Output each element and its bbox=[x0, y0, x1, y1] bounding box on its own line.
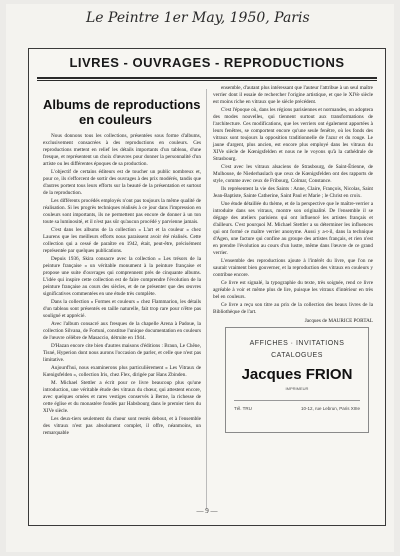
left-column bbox=[43, 97, 201, 517]
right-column bbox=[213, 85, 373, 324]
article-title-line2: en couleurs bbox=[79, 112, 152, 127]
paragraph: C'est l'époque où, dans les régions parisiennes et normandes, on adoptera des modes nouvelles, qui tiennent surtout aux transformations de l'architecture. Ces modifications, que les verriers ont également apportées à leurs fenêtres, se comportent encore qu'une seule fenêtre, où les fonds des vitraux sont toujours la opposition traditionnelle de l'azur et du rouge. Le jaune d'argent, plus ancien, est encore plus employé dans les vitraux du XIVe siècle de Kœnigsfelden et nous ne le voyons qu'à la cathédrale de Strasbourg. bbox=[213, 107, 373, 162]
ad-printer-role: IMPRIMEUR bbox=[285, 386, 309, 391]
page-number: — 9 — bbox=[196, 507, 218, 515]
scanned-page bbox=[6, 4, 394, 552]
ad-line-1: AFFICHES · INVITATIONS bbox=[249, 340, 345, 347]
ad-rule bbox=[234, 400, 360, 401]
paragraph: Ce livre a reçu son titre au prix de la collection des beaux livres de la Bibliothèque de l'art. bbox=[213, 302, 373, 315]
paragraph: Nous donnons tous les collections, présentées sous forme d'albums, exclusivement consacrées à des reproductions en couleurs. Ces reproductions mettent en relief les détails importants d'un tableau, d'une fresque, et représentent un choix d'œuvres pour donner la personnalité d'un artiste ou les différentes époques de sa production. bbox=[43, 133, 201, 167]
article-title bbox=[43, 97, 201, 127]
paragraph: Les deux-tiers seulement du chœur sont restés debout, et à l'ensemble des vitraux n'est pas absolument complet, il offre, néanmoins, un remarquable bbox=[43, 416, 201, 436]
ad-line-2: CATALOGUES bbox=[271, 352, 323, 359]
paragraph: Avec l'album consacré aux fresques de la chapelle Arena à Padoue, la collection Silvana, de Fortuni, constitue l'unique documentation en couleurs de l'œuvre célèbre de Masaccio, détruite en 1944. bbox=[43, 321, 201, 341]
paragraph: M. Michael Stettler a écrit pour ce livre beaucoup plus qu'une introduction, une véritable étude des vitraux du chœur, qui attestent encore, avec quelques ornées et rares vestiges conservés à Berne, la richesse de cette église et du monastère fondés par Habsbourg dans le premier tiers du XIVe siècle. bbox=[43, 380, 201, 414]
section-header: LIVRES - OUVRAGES - REPRODUCTIONS bbox=[69, 55, 345, 70]
paragraph: Dans la collection « Formes et couleurs » chez Flammarion, les détails d'un tableau sont présentés en taille naturelle, fait trop rare pour n'être pas souligné et apprécié. bbox=[43, 299, 201, 319]
ad-phone: Tél. TRU bbox=[234, 406, 252, 411]
author-signature: Jacques de MAURICE PORTAL bbox=[304, 318, 373, 324]
paragraph: Ils représentent la vie des Saints : Anne, Claire, François, Nicolas, Saint Jean-Baptiste, Sainte Catherine, Saint Paul et Marie ; le Christ en croix. bbox=[213, 186, 373, 199]
ad-address bbox=[234, 406, 360, 411]
paragraph: Les différents procédés employés n'ont pas toujours la même qualité de réalisation. Si les progrès techniques réalisés à ce jour dans l'impression en couleurs sont importants, ils ne permettent pas encore de donner à un ton toute sa luminosité, et il n'est pas sûr qu'aucun procédé y parvienne jamais. bbox=[43, 198, 201, 225]
article-title-line1: Albums de reproductions bbox=[43, 97, 201, 112]
paragraph: Aujourd'hui, nous examinerons plus particulièrement « Les Vitraux de Kœnigsfelden », collection Iris, chez Flex, dirigée par Hans Zbinden. bbox=[43, 365, 201, 378]
paragraph: ensemble, d'autant plus intéressant que l'auteur l'attribue à un seul maître verrier dont il essaie de rechercher l'origine artistique, et que le XIVe siècle est moins riche en vitraux que le siècle précédent. bbox=[213, 85, 373, 105]
paragraph: L'objectif de certains éditeurs est de toucher un public nombreux et, pour ce, ils s'efforcent de sortir des ouvrages à des prix modérés, tandis que d'autres portent tous leurs efforts sur la beauté de la présentation et surtout de la reproduction. bbox=[43, 169, 201, 196]
printer-advertisement bbox=[225, 327, 369, 433]
paragraph: D'Hazan encore cite bien d'autres maisons d'éditions : Braun, Le Chêne, Tisné, Hyperion dont nous aurons l'occasion de parler, et celle que n'est pas limitative. bbox=[43, 343, 201, 363]
paragraph: Une étude détaillée du thème, et de la perspective que le maître-verrier a introduite dans ses vitraux, montre son originalité. De l'ensemble il se dégage des ateliers parisiens qui ont influencé les artistes français et d'ailleurs. C'est pourquoi M. Michael Stettler a su déterminer les influences qui ont formé ce maître verrier anonyme. Aussi y a-t-il, dans la technique d'Agen, une facture qui confine au groupe des artistes français, et rien n'est en prendre l'évolution au cours d'un lustre, même dans l'œuvre de ce grand verrier. bbox=[213, 201, 373, 256]
paragraph: Ce livre est signalé, la typographie du texte, très soignée, rend ce livre agréable à voir et même plus de lire, puisque les vitraux d'intérieur en très bel en couleurs. bbox=[213, 280, 373, 300]
ad-street: 10-12, rue Lebrun, Paris XIIIe bbox=[300, 406, 360, 411]
article-frame bbox=[28, 48, 386, 526]
header-rule bbox=[37, 77, 377, 81]
paragraph: Depuis 1936, Skira consacre avec la collection « Les trésors de la peinture française » un véritable monument à la peinture française et propose une suite d'ouvrages qui comprennent près de cinquante albums. L'idée qui inspire cette collection est de faire comprendre l'évolution de la peinture française au cours des siècles, et de ne présenter que des œuvres significatives commentées en une étude très complète. bbox=[43, 256, 201, 297]
ad-printer-name: Jacques FRION bbox=[241, 366, 353, 383]
paragraph: C'est avec les vitraux alsaciens de Strasbourg, de Saint-Étienne, de Mulhouse, de Niederhaslach que ceux de Kœnigsfelden ont des rapports de style, comme avec ceux de Fribourg, Colmar, Constance. bbox=[213, 164, 373, 184]
paragraph: C'est dans les albums de la collection « L'art et la couleur » chez Laurens que les meilleurs efforts nous paraissent avoir été réalisés. Cette collection qui a cessé de paraître en 1942, était, peut-être, précisément représentée par quelques publications. bbox=[43, 227, 201, 254]
paragraph: L'ensemble des reproductions ajoute à l'intérêt du livre, que l'on ne saurait vraiment bien gouverner, et la reproduction des vitraux en couleurs y contribue encore. bbox=[213, 258, 373, 278]
handwritten-annotation: Le Peintre 1er May, 1950, Paris bbox=[86, 10, 310, 26]
column-divider bbox=[206, 89, 207, 509]
